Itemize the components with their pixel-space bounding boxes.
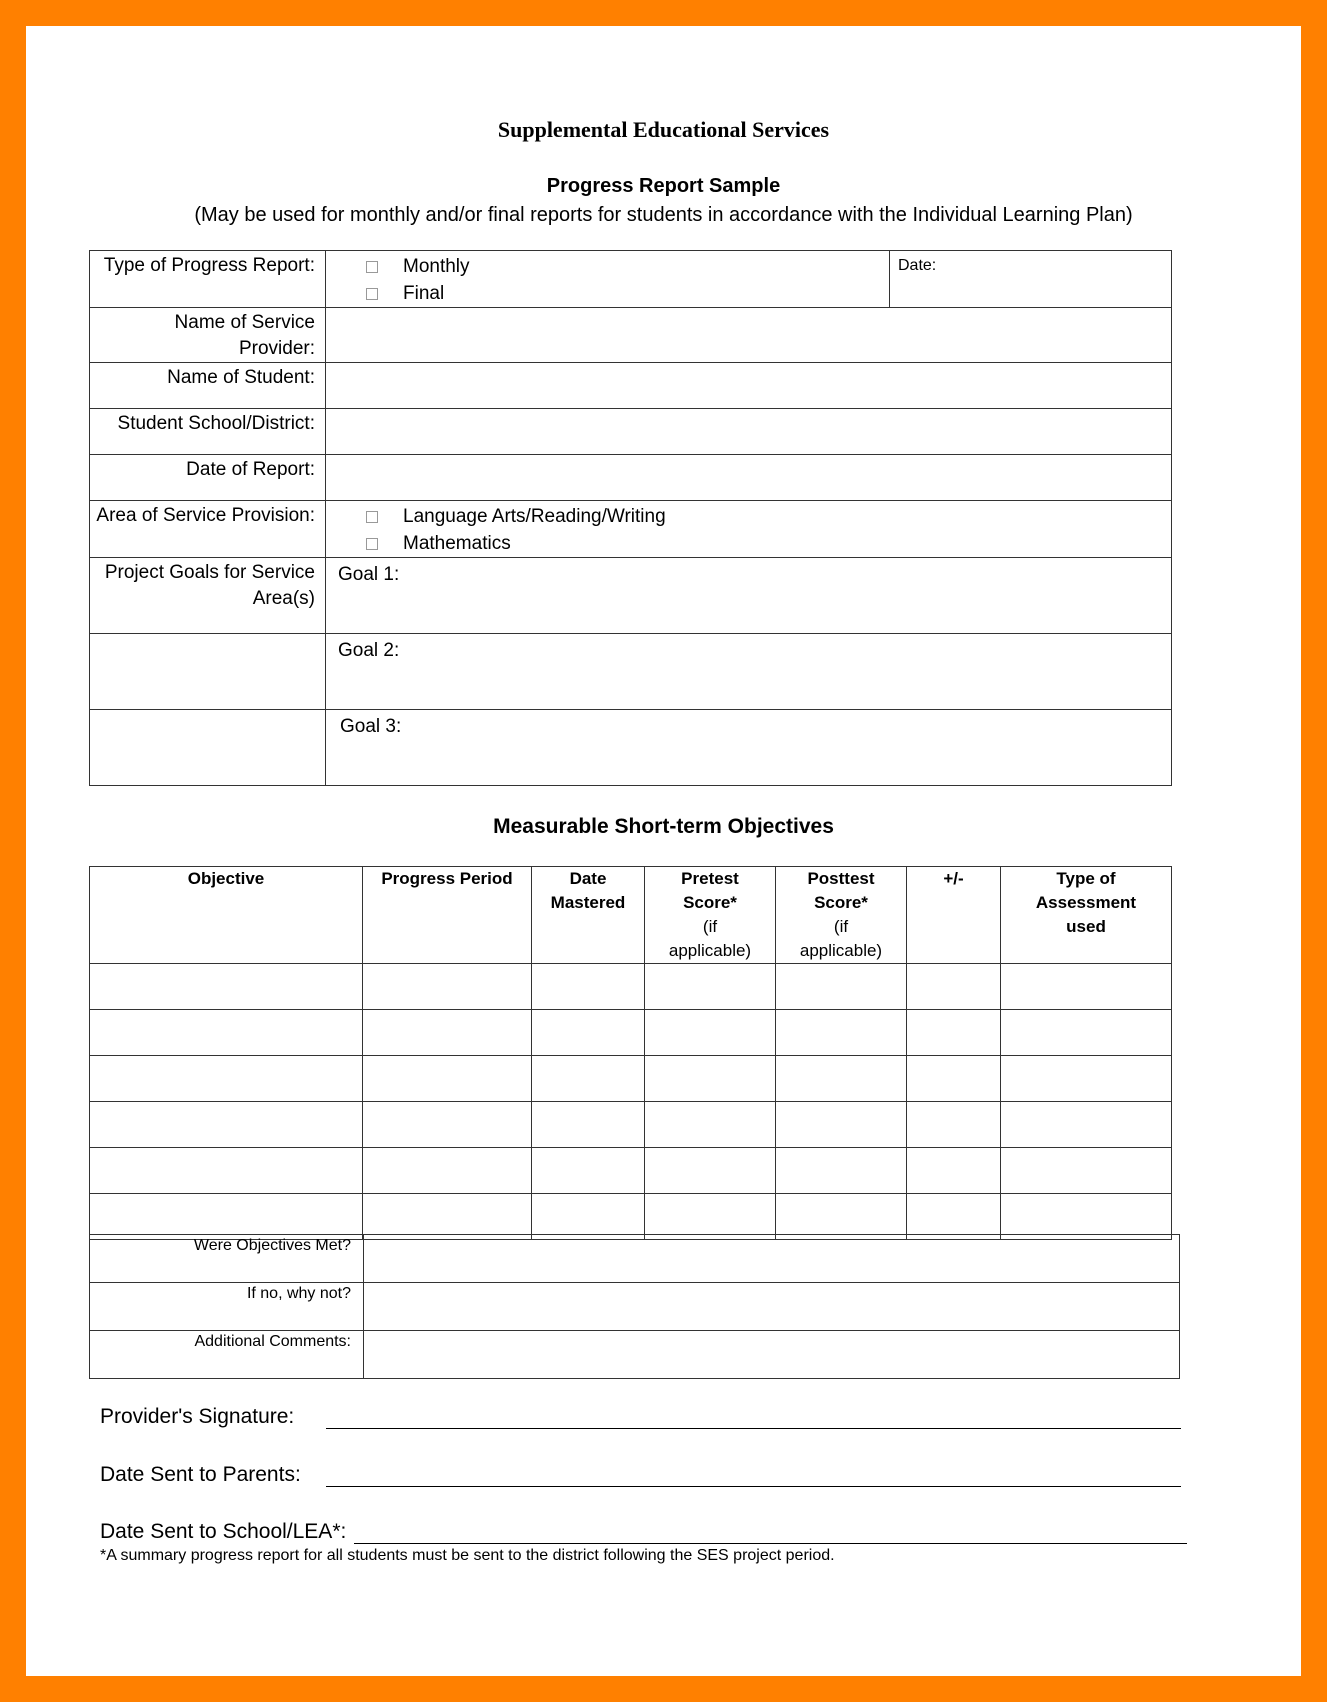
option-monthly[interactable]	[326, 253, 879, 280]
table-cell[interactable]	[776, 1102, 907, 1148]
table-cell[interactable]	[645, 1102, 776, 1148]
col-progress-period: Progress Period	[363, 867, 532, 964]
table-row	[90, 1056, 1172, 1102]
document-title: Supplemental Educational Services	[497, 117, 830, 142]
comments-label: Additional Comments:	[90, 1331, 364, 1379]
checkbox-icon[interactable]	[366, 288, 378, 300]
table-cell[interactable]	[907, 964, 1001, 1010]
table-cell[interactable]	[1001, 1102, 1172, 1148]
table-cell[interactable]	[1001, 1056, 1172, 1102]
table-cell[interactable]	[363, 1056, 532, 1102]
provider-label: Name of Service Provider:	[90, 308, 326, 363]
table-cell[interactable]	[645, 1056, 776, 1102]
col-posttest: Posttest Score* (if applicable)	[776, 867, 907, 964]
checkbox-icon[interactable]	[366, 511, 378, 523]
document-subtitle: Progress Report Sample	[546, 175, 781, 197]
table-cell[interactable]	[532, 1102, 645, 1148]
table-cell[interactable]	[90, 964, 363, 1010]
checkbox-icon[interactable]	[366, 538, 378, 550]
goals-label-empty	[90, 710, 326, 786]
table-cell[interactable]	[363, 1010, 532, 1056]
table-cell[interactable]	[776, 964, 907, 1010]
table-cell[interactable]	[1001, 1010, 1172, 1056]
table-row	[90, 964, 1172, 1010]
table-cell[interactable]	[90, 1056, 363, 1102]
table-cell[interactable]	[532, 964, 645, 1010]
provider-signature-label: Provider's Signature:	[100, 1405, 295, 1428]
parents-date-line[interactable]	[326, 1462, 1181, 1487]
provider-signature-line[interactable]	[326, 1404, 1181, 1429]
why-not-label: If no, why not?	[90, 1283, 364, 1331]
table-cell[interactable]	[776, 1010, 907, 1056]
report-date-field[interactable]	[326, 455, 1172, 501]
table-cell[interactable]	[532, 1194, 645, 1240]
table-cell[interactable]	[776, 1056, 907, 1102]
table-cell[interactable]	[907, 1194, 1001, 1240]
parents-date-label: Date Sent to Parents:	[100, 1463, 301, 1486]
student-field[interactable]	[326, 363, 1172, 409]
table-cell[interactable]	[532, 1056, 645, 1102]
option-mathematics-label: Mathematics	[403, 532, 511, 554]
objectives-met-label: Were Objectives Met?	[90, 1235, 364, 1283]
table-cell[interactable]	[90, 1148, 363, 1194]
table-cell[interactable]	[363, 964, 532, 1010]
goal-3-field[interactable]: Goal 3:	[326, 710, 1172, 786]
table-cell[interactable]	[90, 1102, 363, 1148]
school-field[interactable]	[326, 409, 1172, 455]
date-field[interactable]: Date:	[890, 251, 1172, 308]
table-cell[interactable]	[645, 964, 776, 1010]
type-options	[326, 251, 890, 308]
col-plus-minus: +/-	[907, 867, 1001, 964]
table-cell[interactable]	[776, 1194, 907, 1240]
goals-label: Project Goals for Service Area(s)	[90, 558, 326, 634]
table-cell[interactable]	[1001, 1194, 1172, 1240]
provider-field[interactable]	[326, 308, 1172, 363]
goal-1-field[interactable]: Goal 1:	[326, 558, 1172, 634]
table-cell[interactable]	[645, 1010, 776, 1056]
table-cell[interactable]	[907, 1056, 1001, 1102]
goal-2-field[interactable]: Goal 2:	[326, 634, 1172, 710]
table-cell[interactable]	[90, 1194, 363, 1240]
table-cell[interactable]	[907, 1010, 1001, 1056]
document-note: (May be used for monthly and/or final reports for students in accordance with the Individual Learning Plan)	[194, 204, 1133, 226]
goals-label-empty	[90, 634, 326, 710]
area-label: Area of Service Provision:	[90, 501, 326, 558]
info-table	[89, 250, 1172, 786]
option-final-label: Final	[403, 282, 445, 304]
table-cell[interactable]	[532, 1010, 645, 1056]
table-cell[interactable]	[907, 1148, 1001, 1194]
objectives-title: Measurable Short-term Objectives	[493, 815, 834, 838]
checkbox-icon[interactable]	[366, 261, 378, 273]
option-mathematics[interactable]	[326, 530, 1161, 557]
option-monthly-label: Monthly	[403, 255, 470, 277]
school-date-label: Date Sent to School/LEA*:	[100, 1520, 347, 1543]
table-row	[90, 1010, 1172, 1056]
area-options	[326, 501, 1172, 558]
option-language-arts-label: Language Arts/Reading/Writing	[403, 505, 666, 527]
option-language-arts[interactable]	[326, 503, 1161, 530]
table-cell[interactable]	[363, 1148, 532, 1194]
why-not-field[interactable]	[364, 1283, 1180, 1331]
report-date-label: Date of Report:	[90, 455, 326, 501]
table-cell[interactable]	[645, 1148, 776, 1194]
col-objective: Objective	[90, 867, 363, 964]
student-label: Name of Student:	[90, 363, 326, 409]
table-cell[interactable]	[776, 1148, 907, 1194]
table-row	[90, 1148, 1172, 1194]
school-label: Student School/District:	[90, 409, 326, 455]
type-label: Type of Progress Report:	[90, 251, 326, 308]
col-assessment-type: Type of Assessment used	[1001, 867, 1172, 964]
table-cell[interactable]	[363, 1102, 532, 1148]
col-pretest: Pretest Score* (if applicable)	[645, 867, 776, 964]
table-cell[interactable]	[532, 1148, 645, 1194]
review-table	[89, 1234, 1180, 1379]
footnote: *A summary progress report for all students must be sent to the district following the SES project period.	[100, 1547, 835, 1564]
col-date-mastered: Date Mastered	[532, 867, 645, 964]
objectives-table	[89, 866, 1172, 1240]
option-final[interactable]	[326, 280, 879, 307]
table-cell[interactable]	[363, 1194, 532, 1240]
objectives-met-field[interactable]	[364, 1235, 1180, 1283]
comments-field[interactable]	[364, 1331, 1180, 1379]
table-cell[interactable]	[1001, 964, 1172, 1010]
table-cell[interactable]	[645, 1194, 776, 1240]
school-date-line[interactable]	[354, 1519, 1187, 1544]
table-row	[90, 1194, 1172, 1240]
table-cell[interactable]	[907, 1102, 1001, 1148]
table-cell[interactable]	[1001, 1148, 1172, 1194]
table-cell[interactable]	[90, 1010, 363, 1056]
table-row	[90, 1102, 1172, 1148]
